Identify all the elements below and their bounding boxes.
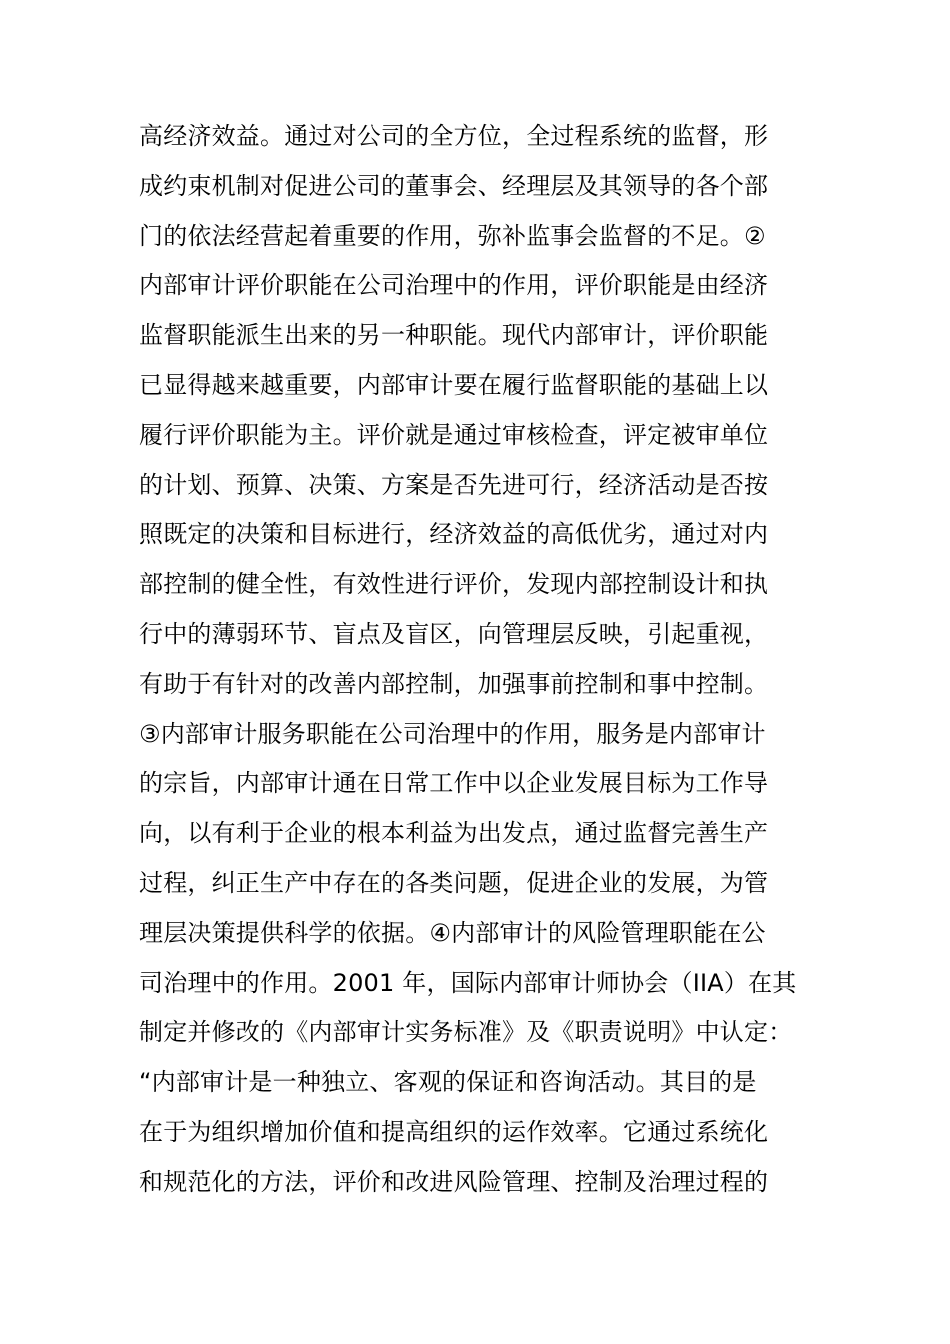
text-line: 司治理中的作用。2001 年，国际内部审计师协会（IIA）在其 <box>139 968 797 997</box>
text-line: 监督职能派生出来的另一种职能。现代内部审计，评价职能 <box>139 321 769 350</box>
text-line: 高经济效益。通过对公司的全方位，全过程系统的监督，形 <box>139 122 769 150</box>
text-line: 在于为组织增加价值和提高组织的运作效率。它通过系统化 <box>139 1117 769 1146</box>
text-line: 已显得越来越重要，内部审计要在履行监督职能的基础上以 <box>139 370 769 399</box>
text-line: 理层决策提供科学的依据。④内部审计的风险管理职能在公 <box>139 918 766 947</box>
text-line: 行中的薄弱环节、盲点及盲区，向管理层反映，引起重视， <box>139 619 769 648</box>
text-line: 向，以有利于企业的根本利益为出发点，通过监督完善生产 <box>139 819 769 848</box>
text-line: 履行评价职能为主。评价就是通过审核检查，评定被审单位 <box>139 420 769 449</box>
text-line: 照既定的决策和目标进行，经济效益的高低优劣，通过对内 <box>139 520 769 549</box>
text-line: 过程，纠正生产中存在的各类问题，促进企业的发展，为管 <box>139 868 769 897</box>
text-line: 的宗旨，内部审计通在日常工作中以企业发展目标为工作导 <box>139 769 769 798</box>
text-line: 门的依法经营起着重要的作用，弥补监事会监督的不足。② <box>139 221 766 250</box>
text-line: 和规范化的方法，评价和改进风险管理、控制及治理过程的 <box>139 1167 769 1196</box>
text-line: 制定并修改的《内部审计实务标准》及《职责说明》中认定： <box>139 1018 793 1047</box>
text-line: 成约束机制对促进公司的董事会、经理层及其领导的各个部 <box>139 171 769 200</box>
text-line: ③内部审计服务职能在公司治理中的作用，服务是内部审计 <box>139 719 766 748</box>
text-line: “内部审计是一种独立、客观的保证和咨询活动。其目的是 <box>139 1068 757 1097</box>
body-text <box>139 112 799 1208</box>
text-line: 部控制的健全性，有效性进行评价，发现内部控制设计和执 <box>139 570 769 599</box>
text-line: 的计划、预算、决策、方案是否先进可行，经济活动是否按 <box>139 470 769 499</box>
text-line: 内部审计评价职能在公司治理中的作用，评价职能是由经济 <box>139 271 769 300</box>
text-line: 有助于有针对的改善内部控制，加强事前控制和事中控制。 <box>139 669 769 698</box>
